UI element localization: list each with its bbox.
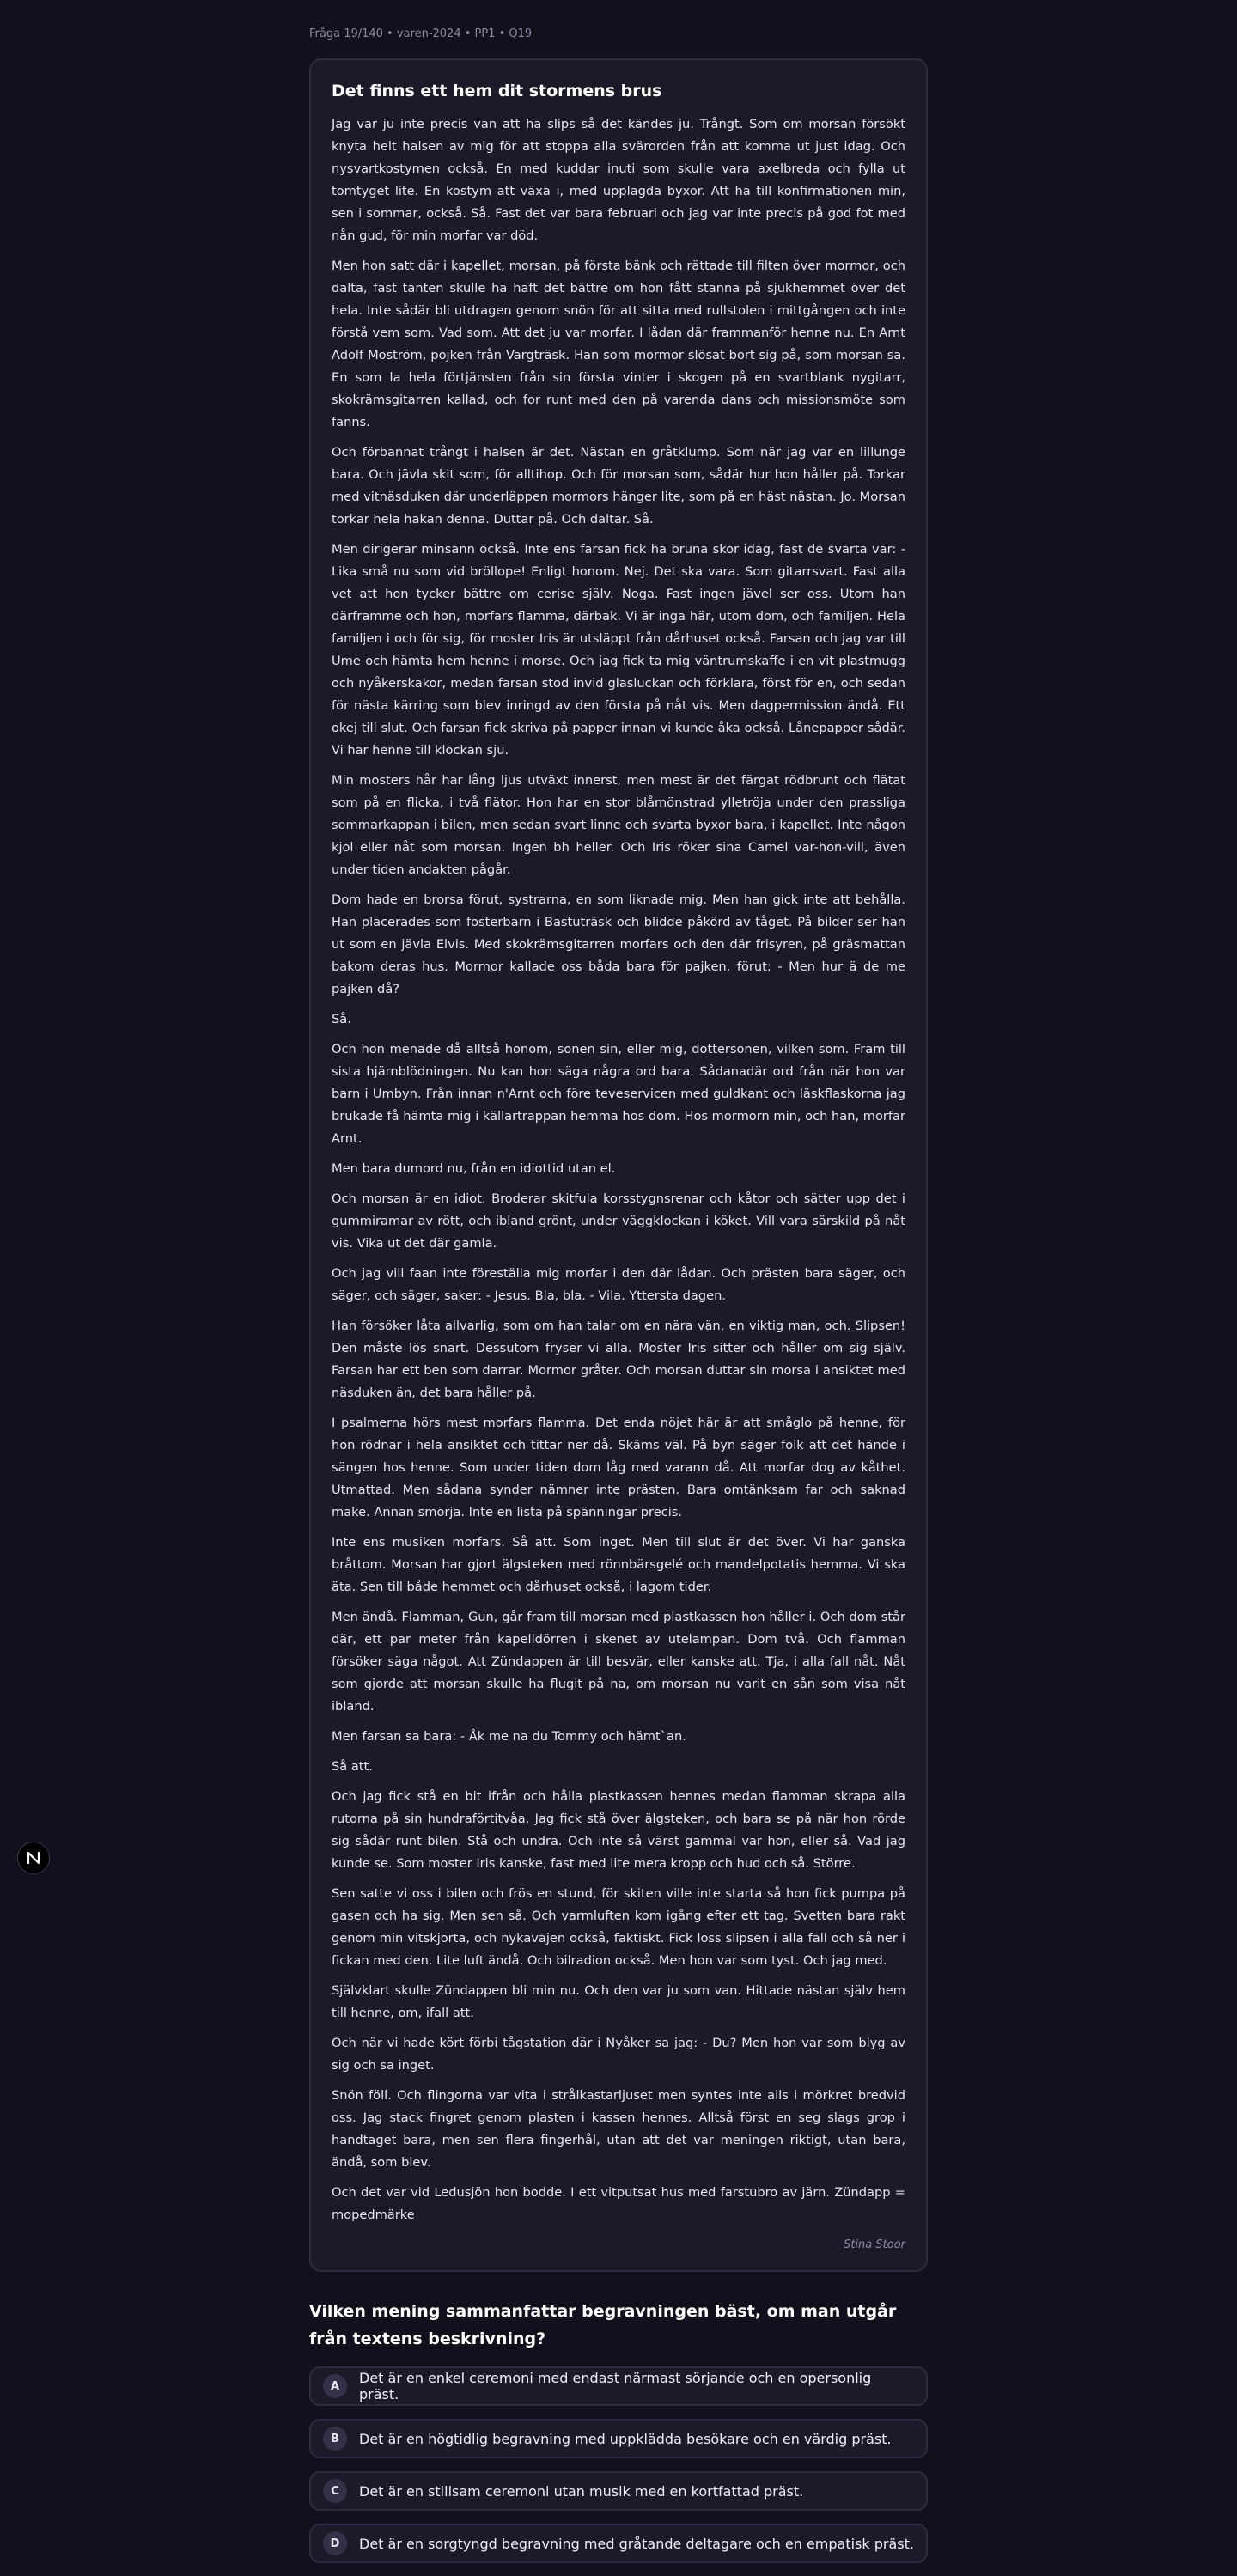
passage-paragraph: Sen satte vi oss i bilen och frös en stund, för skiten ville inte starta så hon fick pumpa på gasen och ha sig. Men sen så. Och varmluften kom igång efter ett tag. Svetten bara rakt genom min vitskjorta, och nykavajen också, faktiskt. Fick loss slipsen i alla fall och så ner i fickan med den. Lite luft ändå. Och bilradion också. Men hon var som tyst. Och jag med. [332, 1886, 905, 1968]
passage-paragraph: Snön föll. Och flingorna var vita i strålkastarljuset men syntes inte alls i mörkret bredvid oss. Jag stack fingret genom plasten i kassen hennes. Alltså först en seg slags grop i handtaget bara, men sen flera fingerhål, utan att det var meningen riktigt, utan bara, ändå, som blev. [332, 2088, 905, 2170]
option-letter: D [323, 2531, 347, 2555]
passage-paragraph: Och jag fick stå en bit ifrån och hålla plastkassen hennes medan flamman skrapa alla rutorna på sin hundraförtitvåa. Jag fick stå över älgsteken, och bara se på när hon rörde sig sådär runt bilen. Stå och undra. Och inte så värst gammal var hon, eller så. Vad jag kunde se. Som moster Iris kanske, fast med lite mera kropp och hud och så. Större. [332, 1789, 905, 1871]
passage-paragraph: Men farsan sa bara: - Åk me na du Tommy och hämt`an. [332, 1729, 686, 1744]
passage-title: Det finns ett hem dit stormens brus [332, 82, 662, 100]
passage-paragraph: Min mosters hår har lång ljus utväxt innerst, men mest är det färgat rödbrunt och flätat som på en flicka, i två flätor. Hon har en stor blåmönstrad ylletröja under den prassliga sommarkappan i bilen, men sedan svart linne och svarta byxor bara, i kapellet. Inte någon kjol eller nåt som morsan. Ingen bh heller. Och Iris röker sina Camel var-hon-vill, även under tiden andakten pågår. [332, 773, 905, 877]
page-container [309, 0, 928, 2576]
passage-body [332, 113, 905, 2226]
option-text: Det är en stillsam ceremoni utan musik med en kortfattad präst. [359, 2482, 804, 2500]
passage-paragraph: Och hon menade då alltså honom, sonen sin, eller mig, dottersonen, vilken som. Fram till sista hjärnblödningen. Nu kan hon säga några ord bara. Sådanadär ord från när hon var barn i Umbyn. Från innan n'Arnt och före teveservicen med guldkant och läskflaskorna jag brukade få hämta mig i källartrappan hemma hos dom. Hos mormorn min, och han, morfar Arnt. [332, 1042, 905, 1146]
passage-paragraph: Jag var ju inte precis van att ha slips så det kändes ju. Trångt. Som om morsan försökt knyta helt halsen av mig för att stoppa alla svärorden från att komma ut just idag. Och nysvartkostymen också. En med kuddar inuti som skulle vara axelbreda och fylla ut tomtyget lite. En kostym att växa i, med upplagda byxor. Att ha till konfirmationen min, sen i sommar, också. Så. Fast det var bara februari och jag var inte precis på god fot med nån gud, för min morfar var död. [332, 117, 905, 243]
passage-paragraph: Självklart skulle Zündappen bli min nu. Och den var ju som van. Hittade nästan själv hem till henne, om, ifall att. [332, 1983, 905, 2020]
passage-paragraph: Men ändå. Flamman, Gun, går fram till morsan med plastkassen hon håller i. Och dom står där, ett par meter från kapelldörren i skenet av utelampan. Dom två. Och flamman försöker säga något. Att Zündappen är till besvär, eller kanske att. Tja, i alla fall nåt. Nåt som gjorde att morsan skulle ha flugit på na, om morsan nu varit en sån som visa nåt ibland. [332, 1610, 905, 1714]
passage-paragraph: Men bara dumord nu, från en idiottid utan el. [332, 1161, 616, 1176]
option-letter: C [323, 2479, 347, 2503]
question-meta: Fråga 19/140 • varen-2024 • PP1 • Q19 [309, 27, 533, 40]
option-letter: A [323, 2374, 347, 2398]
option-d-button[interactable] [309, 2524, 928, 2563]
passage-author: Stina Stoor [844, 2238, 905, 2251]
option-b-button[interactable] [309, 2419, 928, 2458]
passage-paragraph: Och morsan är en idiot. Broderar skitfula korsstygnsrenar och kåtor och sätter upp det i gummiramar av rött, och ibland grönt, under väggklockan i köket. Vill vara särskild på nåt vis. Vika ut det där gamla. [332, 1191, 905, 1251]
n-logo-glyph [26, 1850, 41, 1866]
passage-paragraph: Så. [332, 1012, 351, 1026]
passage-paragraph: Dom hade en brorsa förut, systrarna, en som liknade mig. Men han gick inte att behålla. Han placerades som fosterbarn i Bastuträsk och blidde påkörd av tåget. På bilder ser han ut som en jävla Elvis. Med skokrämsgitarren morfars och den där frisyren, på gräsmattan bakom deras hus. Mormor kallade oss båda bara för pajken, förut: - Men hur ä de me pajken då? [332, 892, 905, 996]
option-letter: B [323, 2427, 347, 2451]
passage-paragraph: I psalmerna hörs mest morfars flamma. Det enda nöjet här är att småglo på henne, för hon rödnar i hela ansiktet och tittar ner då. Skäms väl. På byn säger folk att det hände i sängen hos henne. Som under tiden dom låg med varann då. Att morfar dog av kåthet. Utmattad. Men sådana synder nämner inte prästen. Bara omtänksam far och saknad make. Annan smörja. Inte en lista på spänningar precis. [332, 1416, 905, 1519]
passage-paragraph: Och det var vid Ledusjön hon bodde. I ett vitputsat hus med farstubro av järn. Zündapp = mopedmärke [332, 2185, 905, 2222]
option-c-button[interactable] [309, 2471, 928, 2511]
passage-paragraph: Och jag vill faan inte föreställa mig morfar i den där lådan. Och prästen bara säger, och säger, och säger, saker: - Jesus. Bla, bla. - Vila. Yttersta dagen. [332, 1266, 905, 1303]
option-text: Det är en enkel ceremoni med endast närmast sörjande och en opersonlig präst. [359, 2370, 872, 2402]
n-logo-icon[interactable] [17, 1842, 50, 1874]
passage-paragraph: Inte ens musiken morfars. Så att. Som inget. Men till slut är det över. Vi har ganska bråttom. Morsan har gjort älgsteken med rönnbärsgelé och mandelpotatis hemma. Vi ska äta. Sen till både hemmet och dårhuset också, i lagom tider. [332, 1535, 905, 1594]
passage-paragraph: Men hon satt där i kapellet, morsan, på första bänk och rättade till filten över mormor, och dalta, fast tanten skulle ha haft det bättre om hon fått stanna på sjukhemmet över det hela. Inte sådär bli utdragen genom snön för att sitta med rullstolen i mittgången och inte förstå vem som. Vad som. Att det ju var morfar. I lådan där frammanför henne nu. En Arnt Adolf Moström, pojken från Vargträsk. Han som mormor slösat bort sig på, som morsan sa. En som la hela förtjänsten från sin första vinter i skogen på en svartblank nygitarr, skokrämsgitarren kallad, och for runt med den på varenda dans och missionsmöte som fanns. [332, 259, 905, 429]
passage-card [309, 58, 928, 2272]
passage-paragraph: Men dirigerar minsann också. Inte ens farsan fick ha bruna skor idag, fast de svarta var: - Lika små nu som vid bröllope! Enligt honom. Nej. Det ska vara. Som gitarrsvart. Fast alla vet att hon tycker bättre om cerise själv. Noga. Fast ingen jävel ser oss. Utom han därframme och hon, morfars flamma, därbak. Vi är inga här, utom dom, och familjen. Hela familjen i och för sig, för moster Iris är utsläppt från dårhuset också. Farsan och jag var till Ume och hämta hem henne i morse. Och jag fick ta mig väntrumskaffe i en vit plastmugg och nyåkerskakor, medan farsan stod invid glasluckan och förklara, först för en, och sedan för nästa kärring som blev inringd av den första på nåt vis. Men dagpermission ändå. Ett okej till slut. Och farsan fick skriva på papper innan vi kunde åka också. Lånepapper sådär. Vi har henne till klockan sju. [332, 542, 905, 758]
passage-paragraph: Och när vi hade kört förbi tågstation där i Nyåker sa jag: - Du? Men hon var som blyg av sig och sa inget. [332, 2036, 905, 2073]
passage-paragraph: Han försöker låta allvarlig, som om han talar om en nära vän, en viktig man, och. Slipsen! Den måste lös snart. Dessutom fryser vi alla. Moster Iris sitter och håller om sig själv. Farsan har ett ben som darrar. Mormor gråter. Och morsan duttar sin morsa i ansiktet med näsduken än, det bara håller på. [332, 1318, 905, 1400]
passage-paragraph: Och förbannat trångt i halsen är det. Nästan en gråtklump. Som när jag var en lillunge bara. Och jävla skit som, för alltihop. Och för morsan som, sådär hur hon håller på. Torkar med vitnäsduken där underläppen mormors hänger lite, som på en häst nästan. Jo. Morsan torkar hela hakan denna. Duttar på. Och daltar. Så. [332, 445, 905, 527]
option-a-button[interactable] [309, 2366, 928, 2406]
passage-paragraph: Så att. [332, 1759, 373, 1774]
option-text: Det är en sorgtyngd begravning med gråtande deltagare och en empatisk präst. [359, 2535, 914, 2552]
option-text: Det är en högtidlig begravning med uppklädda besökare och en värdig präst. [359, 2430, 892, 2447]
question-text: Vilken mening sammanfattar begravningen bäst, om man utgår från textens beskrivning? [309, 2302, 897, 2348]
answer-options [309, 2366, 928, 2563]
